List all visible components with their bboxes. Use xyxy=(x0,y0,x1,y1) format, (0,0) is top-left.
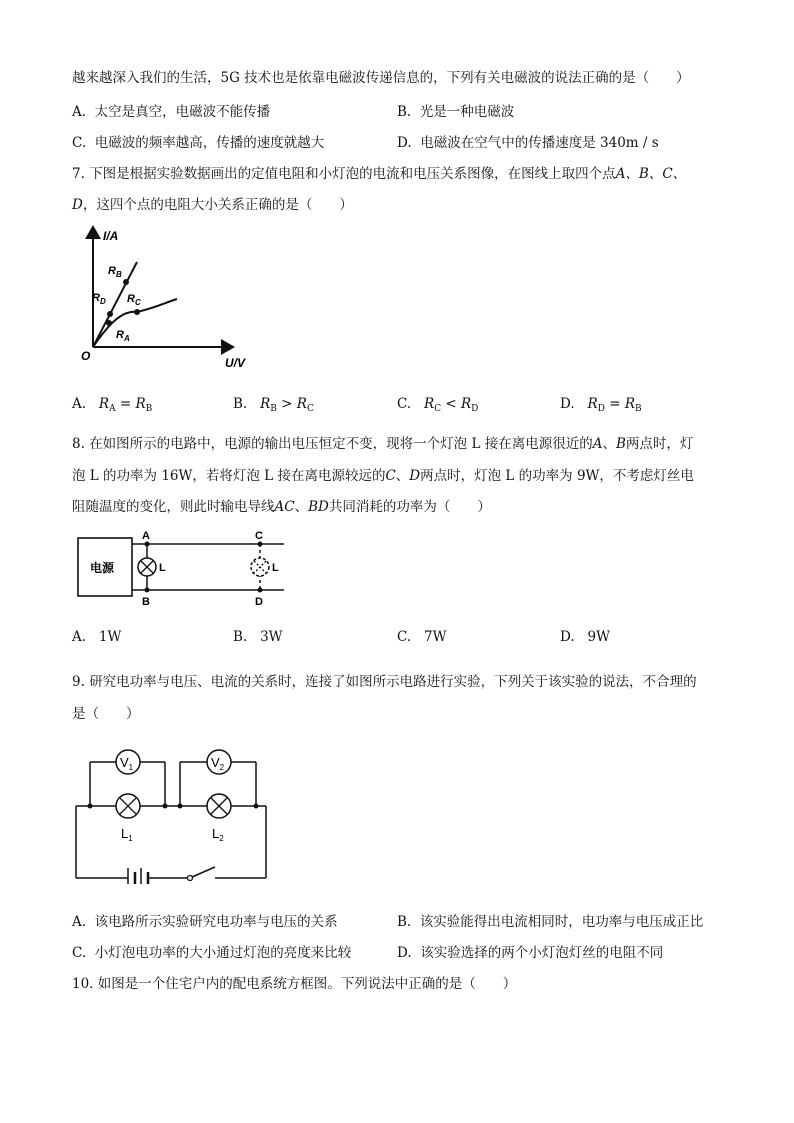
option-label: A. xyxy=(72,914,87,930)
option-label: D. xyxy=(397,135,412,151)
rhs: R xyxy=(296,396,307,412)
lhs: R xyxy=(98,396,110,412)
point-name: D xyxy=(72,197,83,213)
v2-label: $V_2$ xyxy=(211,755,225,772)
option-label: A. xyxy=(72,629,87,645)
wire-bd: BD xyxy=(308,499,329,515)
node-b xyxy=(145,588,150,593)
q8-option-d xyxy=(560,629,610,645)
stem-text: 研究电功率与电压、电流的关系时，连接了如图所示电路进行实验，下列关于该实验的说法，不合理的 xyxy=(89,674,697,690)
q6-option-d xyxy=(397,131,659,151)
q9-circuit xyxy=(70,744,275,884)
v1-label: $V_1$ xyxy=(120,755,134,772)
q7-option-b xyxy=(233,396,314,414)
q6-option-c xyxy=(72,131,324,151)
question-number: 9. xyxy=(72,674,85,690)
y-axis-label: I/A xyxy=(103,229,119,243)
option-label: B. xyxy=(397,104,412,120)
label-d: D xyxy=(255,596,263,608)
node-c xyxy=(258,542,263,547)
switch-blade xyxy=(192,867,215,877)
option-text: 太空是真空，电磁波不能传播 xyxy=(94,104,271,120)
q8-stem-line1 xyxy=(72,432,693,452)
label-c: C xyxy=(255,530,263,542)
label-rc: $R_C$ xyxy=(127,293,141,307)
lhs: R xyxy=(424,396,435,412)
stem-text: 泡 L 的功率为 16W，若将灯泡 L 接在离电源较远的 xyxy=(72,468,386,484)
q9-stem-line1 xyxy=(72,670,697,690)
label-rd: $R_D$ xyxy=(92,292,106,306)
q7-iu-graph xyxy=(75,222,265,377)
q6-stem: 越来越深入我们的生活，5G 技术也是依靠电磁波传递信息的，下列有关电磁波的说法正确的是（ ） xyxy=(72,70,690,86)
q7-option-d xyxy=(560,396,642,414)
option-label: D. xyxy=(560,629,575,645)
lhs-sub: C xyxy=(434,404,442,414)
rhs: R xyxy=(624,396,635,412)
stem-text: 下图是根据实验数据画出的定值电阻和小灯泡的电流和电压关系图像，在图线上取四个点 xyxy=(89,166,616,182)
node-a xyxy=(145,542,150,547)
q9-option-c xyxy=(72,941,351,961)
rhs-sub: D xyxy=(471,404,479,414)
switch-pivot xyxy=(188,876,193,881)
stem-text: 阻随温度的变化，则此时输电导线 xyxy=(72,499,275,515)
option-text: 该实验能得出电流相同时，电功率与电压成正比 xyxy=(419,914,704,930)
option-label: D. xyxy=(560,396,575,412)
label-a: A xyxy=(142,530,150,542)
rhs-sub: B xyxy=(145,404,153,414)
q10-stem xyxy=(72,972,516,992)
operator: < xyxy=(441,396,461,412)
option-label: B. xyxy=(233,629,248,645)
lhs: R xyxy=(260,396,271,412)
lhs-sub: B xyxy=(270,404,277,414)
option-label: A. xyxy=(72,104,87,120)
q8-option-b xyxy=(233,629,283,645)
q9-stem-line2: 是（ ） xyxy=(72,706,140,722)
question-number: 8. xyxy=(72,436,85,452)
lhs-sub: A xyxy=(109,404,116,414)
question-number: 10. xyxy=(72,976,94,992)
point-names: A、B、C、 xyxy=(615,166,687,182)
stem-text: 两点时，灯 xyxy=(625,436,694,452)
option-text: 光是一种电磁波 xyxy=(419,104,515,120)
point-rc xyxy=(134,309,140,315)
l1-label: $L_1$ xyxy=(121,826,133,843)
lhs-sub: D xyxy=(597,404,605,414)
q8-stem-line2 xyxy=(72,464,694,484)
q9-option-a xyxy=(72,910,338,930)
option-text: 小灯泡电功率的大小通过灯泡的亮度来比较 xyxy=(94,945,352,961)
label-rb: $R_B$ xyxy=(108,265,122,279)
label-ra: $R_A$ xyxy=(116,329,130,343)
point-c: C xyxy=(385,468,396,484)
stem-text: ，这四个点的电阻大小关系正确的是（ ） xyxy=(82,197,353,213)
point-d: D xyxy=(409,468,421,484)
node-d xyxy=(258,588,263,593)
point-rb xyxy=(123,279,129,285)
question-number: 7. xyxy=(72,166,85,182)
option-text: 3W xyxy=(260,629,283,645)
stem-text: 如图是一个住宅户内的配电系统方框图。下列说法中正确的是（ ） xyxy=(97,976,517,992)
option-label: C. xyxy=(397,629,412,645)
wire-ac: AC xyxy=(274,499,295,515)
rhs-sub: B xyxy=(634,404,642,414)
option-text: 该实验选择的两个小灯泡灯丝的电阻不同 xyxy=(420,945,664,961)
q8-option-c xyxy=(397,629,446,645)
option-label: C. xyxy=(397,396,412,412)
q6-option-a xyxy=(72,100,270,120)
q8-circuit xyxy=(74,528,294,612)
option-text: 1W xyxy=(98,629,122,645)
rhs-sub: C xyxy=(306,404,314,414)
q7-option-a xyxy=(72,396,152,414)
label-b: B xyxy=(142,596,150,608)
option-text: 电磁波的频率越高，传播的速度就越大 xyxy=(94,135,325,151)
x-axis-label: U/V xyxy=(225,356,246,370)
q8-option-a xyxy=(72,629,121,645)
q9-option-d xyxy=(397,941,663,961)
option-label: B. xyxy=(397,914,412,930)
option-label: C. xyxy=(72,945,87,961)
option-text: 该电路所示实验研究电功率与电压的关系 xyxy=(94,914,338,930)
q8-stem-line3 xyxy=(72,495,491,515)
stem-text: 共同消耗的功率为（ ） xyxy=(328,499,491,515)
option-label: D. xyxy=(397,945,412,961)
rhs: R xyxy=(460,396,472,412)
option-text: 7W xyxy=(424,629,447,645)
stem-text: 、 xyxy=(602,436,616,452)
option-label: B. xyxy=(233,396,248,412)
option-text: 9W xyxy=(587,629,610,645)
point-rd xyxy=(107,311,113,317)
origin-label: O xyxy=(81,349,91,363)
lhs: R xyxy=(587,396,598,412)
stem-text: 、 xyxy=(294,499,309,515)
label-l-far: L xyxy=(272,562,279,574)
operator: = xyxy=(604,396,625,412)
label-l-near: L xyxy=(159,562,166,574)
power-source-label: 电源 xyxy=(90,561,115,575)
point-a: A xyxy=(592,436,603,452)
q9-option-b xyxy=(397,910,703,930)
point-b: B xyxy=(615,436,626,452)
q7-option-c xyxy=(397,396,478,414)
option-label: A. xyxy=(72,396,87,412)
q7-stem-line2 xyxy=(72,193,353,213)
stem-text: 、 xyxy=(395,468,410,484)
operator: > xyxy=(276,396,297,412)
operator: = xyxy=(115,396,136,412)
stem-text: 两点时，灯泡 L 的功率为 9W，不考虑灯丝电 xyxy=(420,468,694,484)
stem-text: 在如图所示的电路中，电源的输出电压恒定不变，现将一个灯泡 L 接在离电源很近的 xyxy=(89,436,593,452)
q6-option-b xyxy=(397,100,514,120)
point-ra xyxy=(106,320,112,326)
q7-stem-line1 xyxy=(72,162,686,182)
rhs: R xyxy=(135,396,146,412)
option-text: 电磁波在空气中的传播速度是 340m / s xyxy=(420,135,659,151)
option-label: C. xyxy=(72,135,87,151)
l2-label: $L_2$ xyxy=(212,826,224,843)
